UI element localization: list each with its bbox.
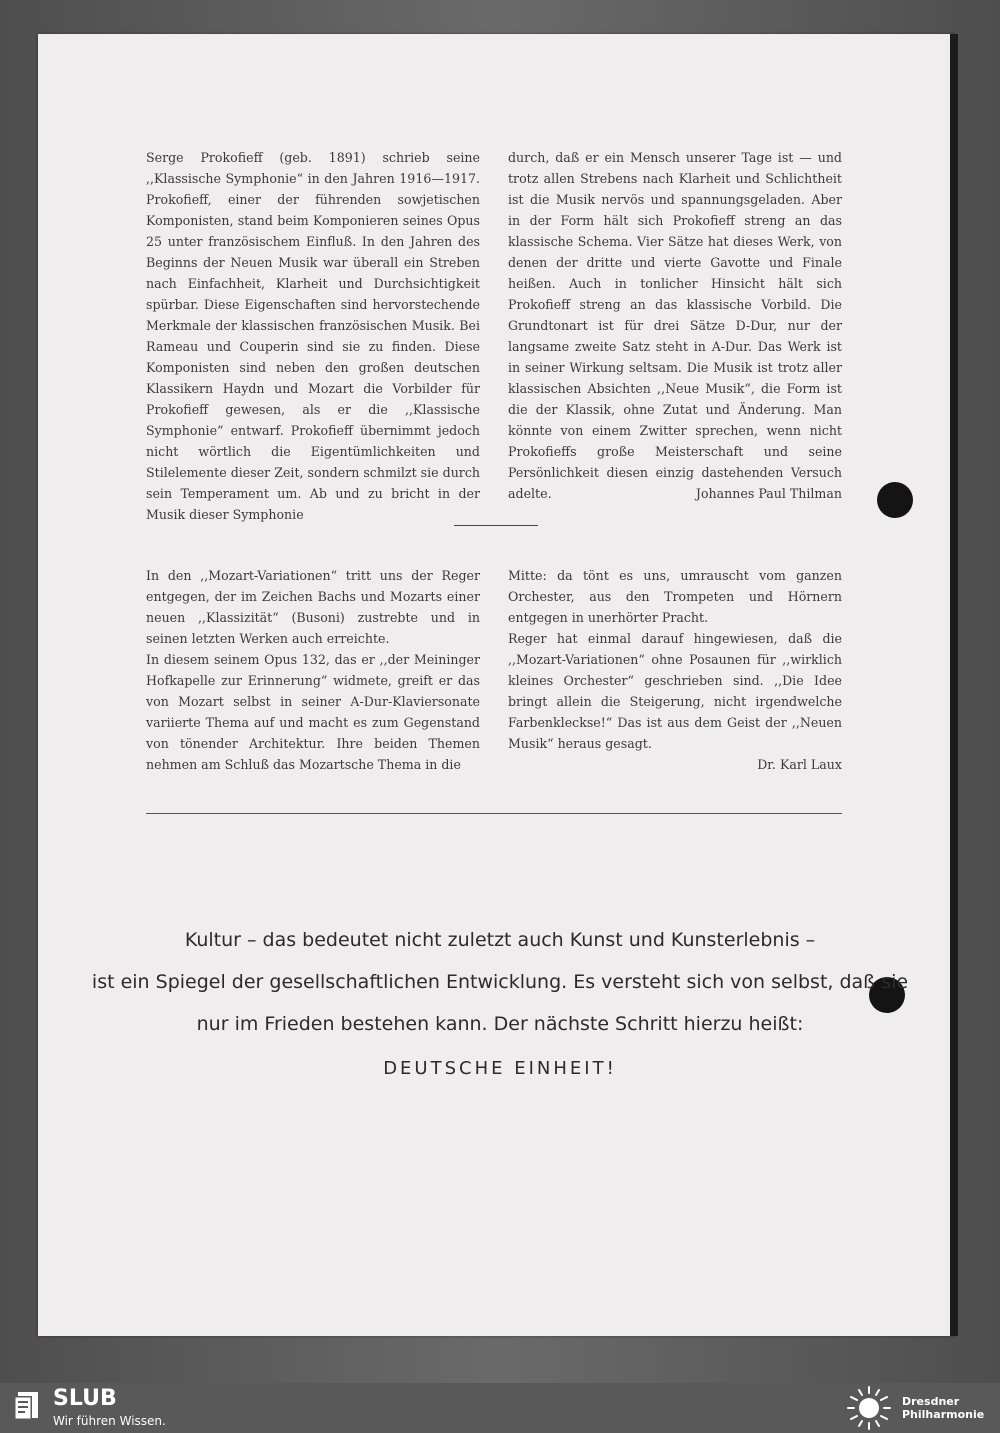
article-reger-right-column bbox=[508, 565, 842, 754]
philharmonie-name-line-1: Dresdner bbox=[902, 1395, 960, 1408]
viewer-footer bbox=[0, 1383, 1000, 1433]
page-edge-shadow bbox=[950, 34, 958, 1336]
slogan-line-3: nur im Frieden bestehen kann. Der nächste Schritt hierzu heißt: bbox=[196, 1013, 804, 1035]
philharmonie-name[interactable] bbox=[902, 1395, 984, 1421]
section-divider-short bbox=[454, 525, 538, 526]
article-prokofieff-author: Johannes Paul Thilman bbox=[695, 486, 842, 501]
article-prokofieff-right-text: durch, daß er ein Mensch unserer Tage ist — und trotz allen Strebens nach Klarheit und Schlichtheit ist die Musik nervös und spannungsgeladen. Aber in der Form hält sich Prokofieff streng an das klassische Schema. Vier Sätze hat dieses Werk, von denen der dritte und vierte Gavotte und Finale heißen. Auch in tonlicher Hinsicht hält sich Prokofieff streng an das klassische Vorbild. Die Grundtonart ist für drei Sätze D-Dur, nur der langsame zweite Satz steht in A-Dur. Das Werk ist in seiner Wirkung seltsam. Die Musik ist trotz aller klassischen Absichten ,,Neue Musik“, die Form ist die der Klassik, ohne Zutat und Änderung. Man könnte von einem Zwitter sprechen, wenn nicht Prokofieffs große Meisterschaft und seine Persönlichkeit diesen einzig dastehenden Versuch adelte. bbox=[508, 150, 842, 501]
article-reger-left-paragraph-2: In diesem seinem Opus 132, das er ,,der Meininger Hofkapelle zur Erinnerung“ widmete, greift er das von Mozart selbst in seiner A-Dur-Klaviersonate variierte Thema auf und macht es zum Gegenstand von tönender Architektur. Ihre beiden Themen nehmen am Schluß das Mozartsche Thema in die bbox=[146, 652, 480, 772]
slogan-line-2: ist ein Spiegel der gesellschaftlichen Entwicklung. Es versteht sich von selbst, daß sie bbox=[91, 971, 909, 993]
section-divider-long bbox=[146, 813, 842, 814]
article-reger-author: Dr. Karl Laux bbox=[757, 757, 842, 772]
article-reger-left-paragraph-1: In den ,,Mozart-Variationen“ tritt uns der Reger entgegen, der im Zeichen Bachs und Mozarts einer neuen ,,Klassizität“ (Busoni) zustrebte und in seinen letzten Werken auch erreichte. bbox=[146, 568, 480, 646]
article-reger-right-paragraph-2: Reger hat einmal darauf hingewiesen, daß die ,,Mozart-Variationen“ ohne Posaunen für ,,wirklich kleines Orchester“ geschrieben sind. ,,Die Idee bringt allein die Steigerung, nicht irgendwelche Farbenkleckse!“ Das ist aus dem Geist der ,,Neuen Musik“ heraus gesagt. bbox=[508, 631, 842, 751]
article-prokofieff-left-text: Serge Prokofieff (geb. 1891) schrieb seine ,,Klassische Symphonie“ in den Jahren 1916—1917. Prokofieff, einer der führenden sowjetischen Komponisten, stand beim Komponieren seines Opus 25 unter französischem Einfluß. In den Jahren des Beginns der Neuen Musik war überall ein Streben nach Einfachheit, Klarheit und Durchsichtigkeit spürbar. Diese Eigenschaften sind hervorstechende Merkmale der klassischen französischen Musik. Bei Rameau und Couperin sind sie zu finden. Diese Komponisten sind neben den großen deutschen Klassikern Haydn und Mozart die Vorbilder für Prokofieff gewesen, als er die ,,Klassische Symphonie“ entwarf. Prokofieff übernimmt jedoch nicht wörtlich die Eigentümlichkeiten und Stilelemente dieser Zeit, sondern schmilzt sie durch sein Temperament um. Ab und zu bricht in der Musik dieser Symphonie bbox=[146, 150, 480, 522]
punch-hole-upper bbox=[877, 482, 913, 518]
slub-tagline: Wir führen Wissen. bbox=[53, 1414, 166, 1428]
slub-name[interactable]: SLUB bbox=[53, 1386, 117, 1411]
article-prokofieff-left-column bbox=[146, 147, 480, 525]
article-prokofieff-right-column bbox=[508, 147, 842, 504]
article-reger-right-paragraph-1: Mitte: da tönt es uns, umrauscht vom ganzen Orchester, aus den Trompeten und Hörnern entgegen in unerhörter Pracht. bbox=[508, 568, 842, 625]
slogan-headline: DEUTSCHE EINHEIT! bbox=[383, 1058, 617, 1079]
slub-logo-icon[interactable] bbox=[12, 1391, 42, 1421]
philharmonie-logo-icon[interactable] bbox=[843, 1385, 895, 1431]
philharmonie-name-line-2: Philharmonie bbox=[902, 1408, 985, 1421]
slogan-line-1: Kultur – das bedeutet nicht zuletzt auch Kunst und Kunsterlebnis – bbox=[184, 929, 816, 951]
article-reger-left-column bbox=[146, 565, 480, 775]
